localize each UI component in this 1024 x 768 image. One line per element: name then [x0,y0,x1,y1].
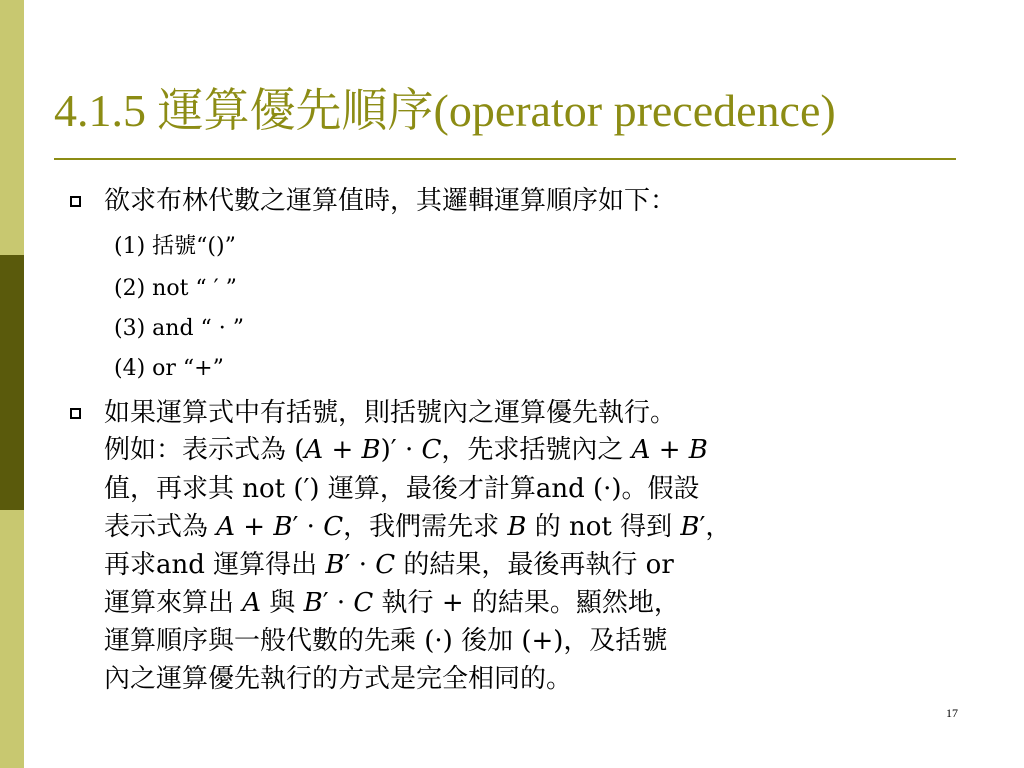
math-variable: B [688,435,708,465]
bullet2-line-1: 如果運算式中有括號，則括號內之運算優先執行。 [104,398,677,428]
math-variable: C [323,512,344,542]
precedence-item-4: (4) or “+” [114,356,224,381]
bullet2-line-7: 運算順序與一般代數的先乘 (·) 後加 (+)，及括號 [104,626,668,656]
text-run: )′ · [380,435,422,465]
text-run: 的 not 得到 [526,512,681,542]
text-run: 例如：表示式為 ( [104,435,305,465]
sidebar-bar-top [0,0,24,255]
bullet2-line-6 [104,590,680,616]
text-run: 運算來算出 [104,588,243,618]
bullet-square-icon [70,408,81,419]
text-run: 與 [261,588,304,618]
text-run: 表示式為 [104,512,217,542]
bullet2-line-4 [104,514,731,540]
bullet2-line-3: 值，再求其 not (′) 運算，最後才計算and (·)。假設 [104,474,700,504]
precedence-item-1: (1) 括號“()” [114,234,236,259]
text-run: ′ · [292,512,324,542]
math-variable: B [273,512,293,542]
math-variable: A [216,512,236,542]
math-variable: B [303,588,323,618]
math-variable: B [507,512,527,542]
text-run: + [323,435,362,465]
title-underline [54,158,956,160]
sidebar-decoration [0,0,24,768]
slide-title: 4.1.5 運算優先順序(operator precedence) [54,85,836,136]
text-run: ′ · [344,550,376,580]
text-run: + [650,435,689,465]
bullet2-line-5 [104,552,674,578]
math-variable: A [304,435,324,465]
math-variable: C [421,435,442,465]
page-number: 17 [946,706,958,720]
text-run: + [235,512,274,542]
sidebar-bar-middle [0,255,24,510]
bullet2-line-8: 內之運算優先執行的方式是完全相同的。 [104,664,573,694]
precedence-item-3: (3) and “ · ” [114,316,244,341]
text-run: ′ · [322,588,354,618]
math-variable: A [242,588,262,618]
math-variable: B [361,435,381,465]
bullet-square-icon [70,196,81,207]
precedence-item-2: (2) not “ ′ ” [114,276,237,301]
math-variable: B [325,550,345,580]
math-variable: B [680,512,700,542]
bullet1-text: 欲求布林代數之運算值時，其邏輯運算順序如下： [104,186,677,216]
bullet2-line-2 [104,437,708,463]
text-run: 再求and 運算得出 [104,550,326,580]
text-run: ′， [699,512,732,542]
math-variable: A [631,435,651,465]
math-variable: C [375,550,396,580]
text-run: ，我們需先求 [343,512,508,542]
text-run: 的結果，最後再執行 or [395,550,674,580]
sidebar-bar-bottom [0,510,24,768]
text-run: ，先求括號內之 [441,435,632,465]
text-run: 執行 + 的結果。顯然地， [373,588,680,618]
math-variable: C [353,588,374,618]
